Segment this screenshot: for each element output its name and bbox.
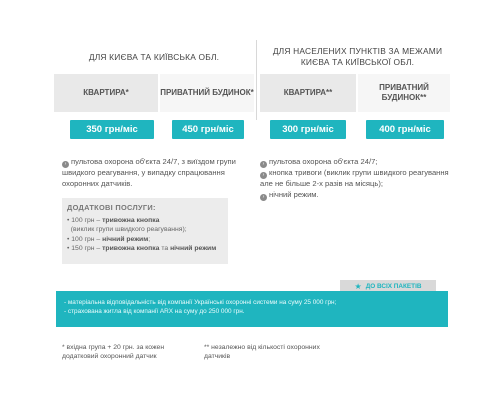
price-button-house-kyiv[interactable]: 450 грн/міс — [172, 120, 244, 139]
chevron-right-icon: › — [260, 194, 267, 201]
extra-service-item: • 100 грн – нічний режим; — [67, 235, 151, 243]
footnote-double-star: ** незалежно від кількості охоронних датчиків — [204, 344, 320, 361]
plan-header-apartment-outside: КВАРТИРА** — [260, 74, 356, 112]
list-item: › кнопка тривоги (виклик групи швидкого реагування але не більше 2-х разів на місяць); — [260, 168, 449, 188]
plan-header-apartment-kyiv: КВАРТИРА* — [54, 74, 158, 112]
features-list-outside — [260, 157, 450, 201]
column-divider — [256, 40, 257, 120]
benefit-line: - страхована житла від компанії ARX на суму до 250 000 грн. — [64, 308, 245, 315]
region-heading-kyiv: ДЛЯ КИЄВА ТА КИЇВСЬКА ОБЛ. — [88, 52, 220, 62]
plan-header-house-kyiv: ПРИВАТНИЙ БУДИНОК* — [160, 74, 254, 112]
chevron-right-icon: › — [260, 161, 267, 168]
chevron-right-icon: › — [62, 161, 69, 168]
price-button-house-outside[interactable]: 400 грн/міс — [366, 120, 444, 139]
chevron-right-icon: › — [260, 172, 267, 179]
included-benefits-box — [56, 291, 448, 327]
star-icon: ★ — [354, 282, 362, 291]
extra-services-title: ДОДАТКОВІ ПОСЛУГИ: — [67, 203, 156, 212]
all-packages-tab[interactable]: ★ ДО ВСІХ ПАКЕТІВ — [340, 280, 436, 293]
plan-header-house-outside: ПРИВАТНИЙ БУДИНОК** — [358, 74, 450, 112]
benefit-line: - матеріальна відповідальність від компанії Українські охоронні системи на суму 25 000 грн; — [64, 299, 337, 306]
price-button-apartment-outside[interactable]: 300 грн/міс — [270, 120, 346, 139]
price-button-apartment-kyiv[interactable]: 350 грн/міс — [70, 120, 154, 139]
region-heading-outside: ДЛЯ НАСЕЛЕНИХ ПУНКТІВ ЗА МЕЖАМИ КИЄВА ТА КИЇВСЬКОЇ ОБЛ. — [272, 46, 443, 67]
list-item: › нічний режим. — [260, 190, 450, 201]
footnote-single-star: * вхідна група + 20 грн. за кожен додатковий охоронний датчик — [62, 344, 165, 361]
features-list-kyiv — [62, 157, 254, 190]
list-item: › пультова охорона об'єкта 24/7, з виїздом групи швидкого реагування, у випадку спрацювання охоронних датчиків. — [62, 157, 236, 188]
extra-service-item: • 150 грн – тривожна кнопка та нічний режим — [67, 245, 217, 253]
extra-service-item: • 100 грн – тривожна кнопка (виклик групи швидкого реагування); — [67, 216, 187, 234]
list-item: › пультова охорона об'єкта 24/7; — [260, 157, 450, 168]
extra-services-box — [62, 198, 228, 264]
